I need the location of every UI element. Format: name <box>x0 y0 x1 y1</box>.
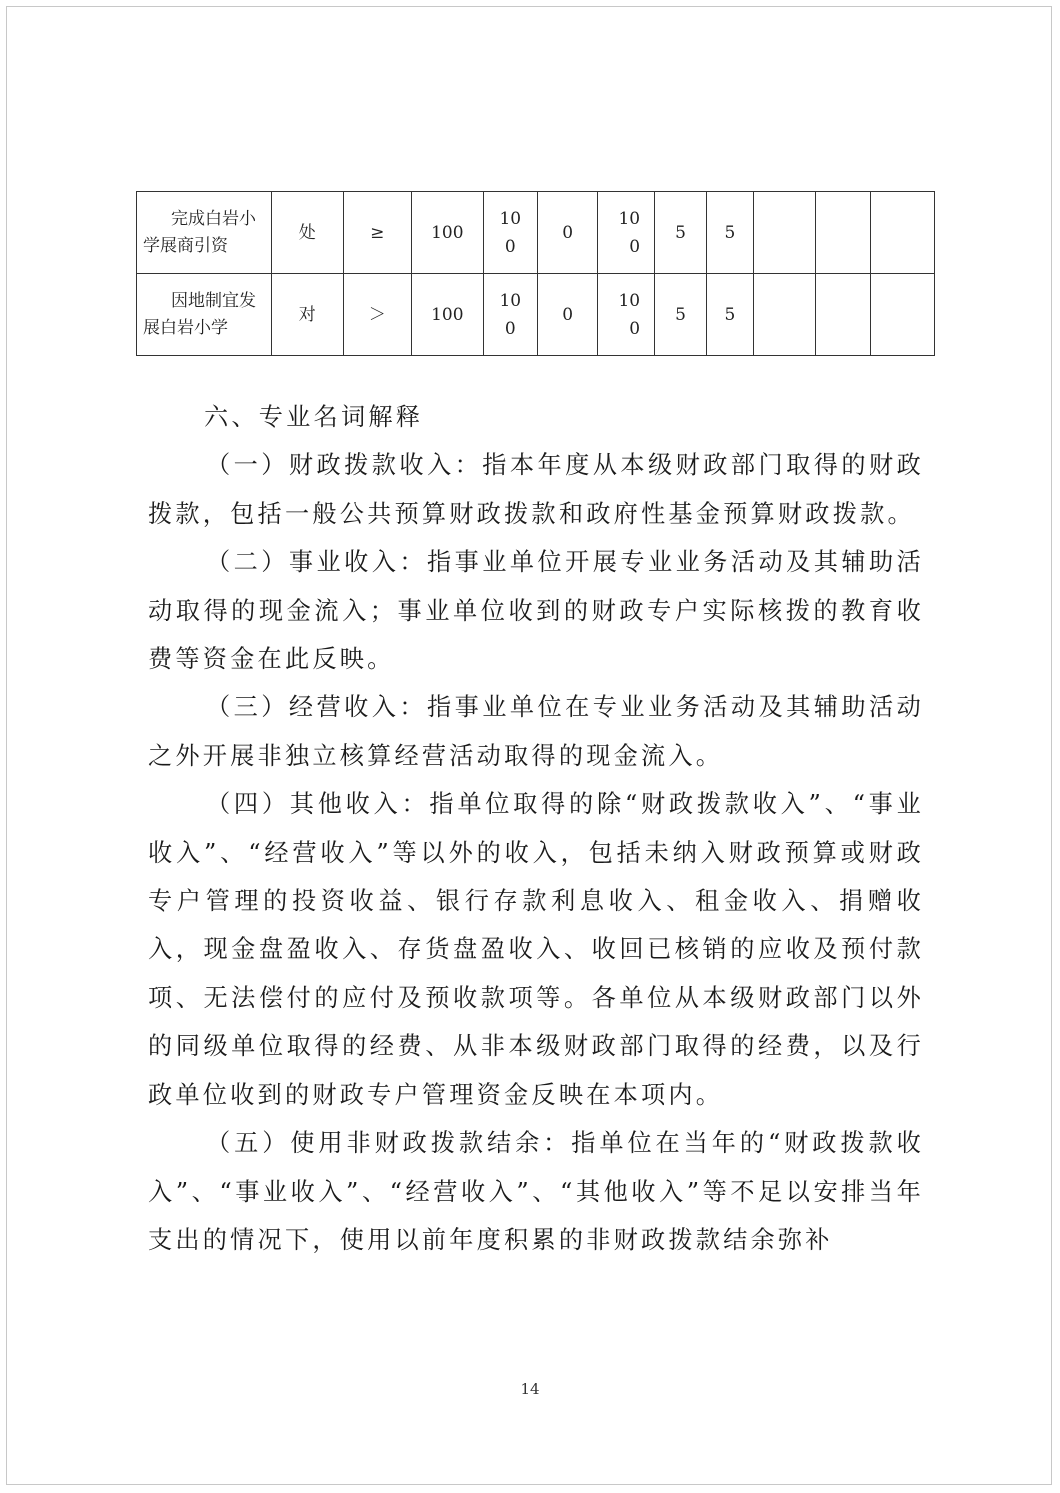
performance-table <box>136 191 935 356</box>
value-a-text: 100 <box>499 208 522 257</box>
empty-cell <box>753 192 815 274</box>
value-c-text: 100 <box>618 208 641 257</box>
value-b-cell: 0 <box>537 274 597 356</box>
unit-cell: 对 <box>272 274 344 356</box>
value-b-cell: 0 <box>537 192 597 274</box>
value-a-text: 100 <box>499 290 522 339</box>
indicator-name: 因地制宜发展白岩小学 <box>137 274 272 356</box>
value-a-cell <box>483 192 537 274</box>
section-heading: 六、专业名词解释 <box>204 403 424 431</box>
empty-cell <box>753 274 815 356</box>
table-row <box>137 192 935 274</box>
glossary-paragraph: （四）其他收入：指单位取得的除“财政拨款收入”、“事业收入”、“经营收入”等以外的收入，包括未纳入财政预算或财政专户管理的投资收益、银行存款利息收入、租金收入、捐赠收入，现金盘盈收入、存货盘盈收入、收回已核销的应收及预付款项、无法偿付的应付及预收款项等。各单位从本级财政部门以外的同级单位取得的经费、从非本级财政部门取得的经费，以及行政单位收到的财政专户管理资金反映在本项内。 <box>148 790 924 1109</box>
value-c-text: 100 <box>618 290 641 339</box>
score-cell: 5 <box>707 192 753 274</box>
indicator-name: 完成白岩小学展商引资 <box>137 192 272 274</box>
empty-cell <box>871 192 935 274</box>
empty-cell <box>816 192 871 274</box>
value-c-cell <box>598 274 654 356</box>
target-cell: 100 <box>412 192 484 274</box>
value-a-cell <box>483 274 537 356</box>
page-number: 14 <box>520 1380 540 1398</box>
glossary-section <box>148 393 924 1264</box>
glossary-paragraph: （二）事业收入：指事业单位开展专业业务活动及其辅助活动取得的现金流入；事业单位收到的财政专户实际核拨的教育收费等资金在此反映。 <box>148 548 924 674</box>
operator-cell: ＞ <box>343 274 412 356</box>
empty-cell <box>871 274 935 356</box>
operator-cell: ≥ <box>343 192 412 274</box>
glossary-paragraph: （五）使用非财政拨款结余：指单位在当年的“财政拨款收入”、“事业收入”、“经营收入”、“其他收入”等不足以安排当年支出的情况下，使用以前年度积累的非财政拨款结余弥补 <box>148 1129 924 1254</box>
target-cell: 100 <box>412 274 484 356</box>
table-row <box>137 274 935 356</box>
empty-cell <box>816 274 871 356</box>
weight-cell: 5 <box>654 274 706 356</box>
score-cell: 5 <box>707 274 753 356</box>
unit-cell: 处 <box>272 192 344 274</box>
glossary-paragraph: （一）财政拨款收入：指本年度从本级财政部门取得的财政拨款，包括一般公共预算财政拨款和政府性基金预算财政拨款。 <box>148 451 924 528</box>
glossary-paragraph: （三）经营收入：指事业单位在专业业务活动及其辅助活动之外开展非独立核算经营活动取得的现金流入。 <box>148 693 924 770</box>
weight-cell: 5 <box>654 192 706 274</box>
value-c-cell <box>598 192 654 274</box>
